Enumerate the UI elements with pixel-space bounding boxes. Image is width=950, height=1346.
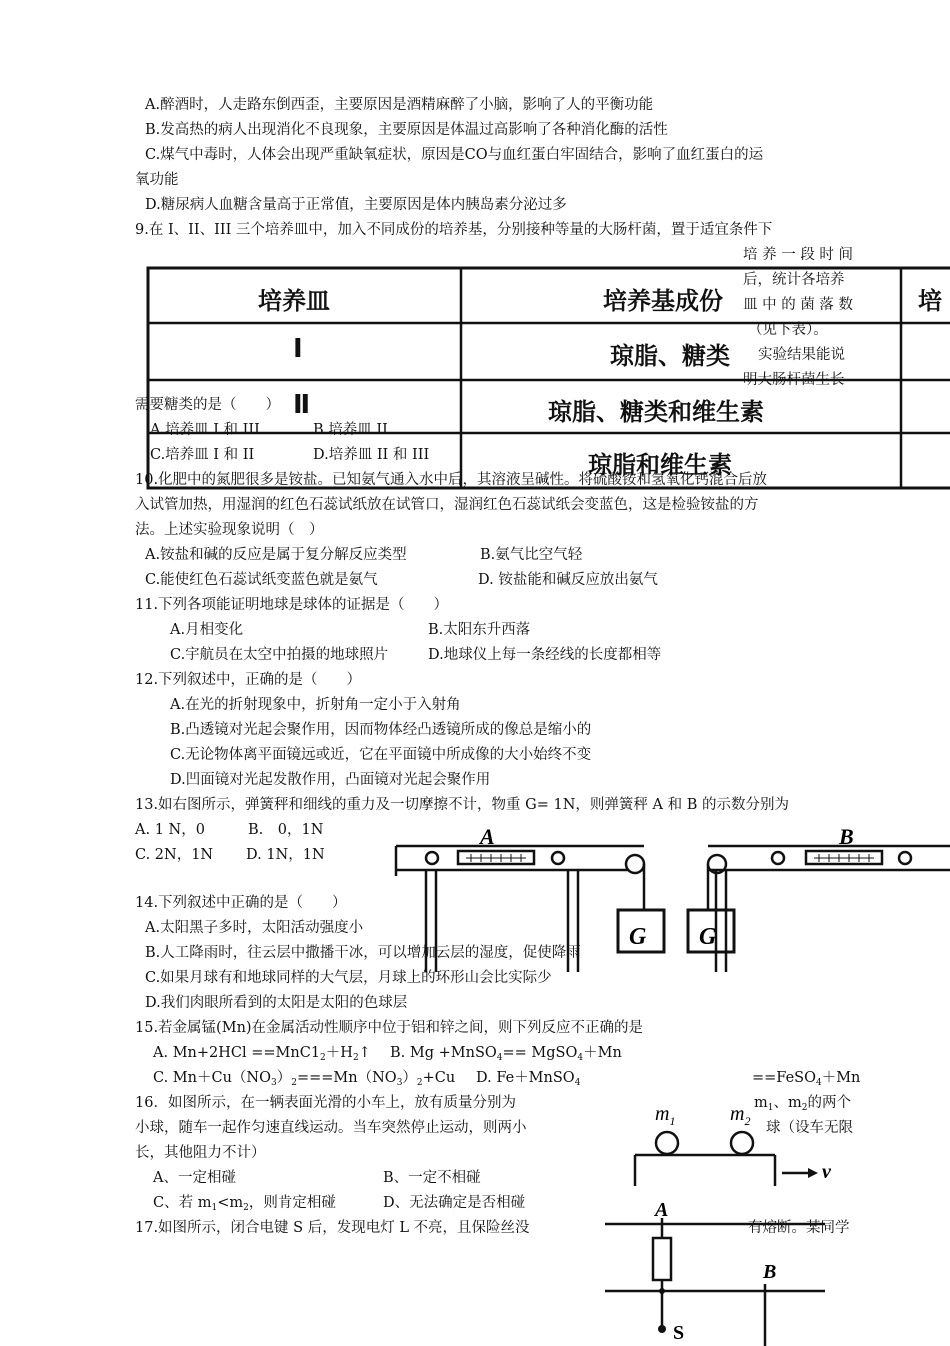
q16-option-b: B、一定不相碰: [383, 1170, 481, 1186]
q9-side-4: （见下表）。: [748, 322, 828, 338]
q12-stem: 12.下列叙述中，正确的是（ ）: [135, 672, 362, 688]
scale-a-label: A: [480, 824, 495, 849]
q10-option-b: B.氨气比空气轻: [480, 547, 583, 563]
m1-label: $m_1$: [655, 1103, 676, 1128]
q15-option-c: C. $Mn+Cu(NO_3)_2===Mn(NO_3)_2+Cu$: [153, 1070, 456, 1088]
q12-option-b: B.凸透镜对光起会聚作用，因而物体经凸透镜所成的像总是缩小的: [170, 722, 592, 738]
q9-stem-line1: 9.在 I、II、III 三个培养皿中，加入不同成份的培养基，分别接种等量的大肠杆菌，置于适宜条件下: [135, 222, 773, 238]
point-b-label: B: [763, 1261, 777, 1283]
table-row2-medium: 琼脂、糖类和维生素: [548, 398, 764, 426]
table-row1-medium: 琼脂、糖类: [610, 342, 730, 370]
q10-option-a: A.铵盐和碱的反应是属于复分解反应类型: [145, 547, 407, 563]
q16-stem-line1-left: 16．如图所示，在一辆表面光滑的小车上，放有质量分别为: [135, 1095, 516, 1111]
q8-option-c-line2: 氧功能: [135, 172, 179, 188]
q17-stem-right: 有熔断。某同学: [748, 1220, 850, 1236]
weight-g-right-label: G: [699, 924, 717, 950]
q15-option-d-left: D. Fe＋MnSO$_4$: [476, 1070, 581, 1088]
q12-option-d: D.凹面镜对光起发散作用，凸面镜对光起会聚作用: [170, 772, 491, 788]
table-header-cut: 培: [918, 287, 942, 315]
q9-option-c: C.培养皿 I 和 II: [150, 447, 255, 463]
q11-option-c: C.宇航员在太空中拍摄的地球照片: [170, 647, 389, 663]
q16-stem-line2-left: 小球，随车一起作匀速直线运动。当车突然停止运动，则两小: [135, 1120, 527, 1136]
q16-stem-line1-right: $m_1$、$m_2$的两个: [754, 1095, 851, 1113]
q17-stem-left: 17.如图所示，闭合电键 S 后，发现电灯 L 不亮，且保险丝没: [135, 1220, 530, 1236]
q11-option-b: B.太阳东升西落: [428, 622, 531, 638]
ball-m2: [731, 1132, 753, 1154]
q9-side-5: 实验结果能说: [758, 347, 845, 363]
q16-option-a: A、一定相碰: [153, 1170, 236, 1186]
q15-stem: 15.若金属锰(Mn)在金属活动性顺序中位于铝和锌之间，则下列反应不正确的是: [135, 1020, 644, 1036]
q14-stem: 14.下列叙述中正确的是（ ）: [135, 895, 347, 911]
q10-option-d: D. 铵盐能和碱反应放出氨气: [478, 572, 658, 588]
scale-b-label: B: [839, 824, 854, 849]
weight-g-left-label: G: [629, 924, 647, 950]
q11-option-a: A.月相变化: [170, 622, 244, 638]
q9-stem-line2: 需要糖类的是（ ）: [135, 397, 280, 413]
q16-option-d: D、无法确定是否相碰: [383, 1195, 526, 1211]
q9-side-2: 后，统计各培养: [743, 272, 845, 288]
ball-m1: [656, 1132, 678, 1154]
q14-option-b: B.人工降雨时，往云层中撒播干冰，可以增加云层的湿度，促使降雨: [145, 945, 581, 961]
velocity-label: v: [822, 1161, 831, 1183]
q16-option-c: C、若 $m_1<m_2$，则肯定相碰: [153, 1195, 336, 1213]
q13-option-b: B. 0，1N: [248, 822, 324, 838]
q13-option-d: D. 1N，1N: [246, 847, 325, 863]
q15-option-b: B. Mg +MnSO$_4$== MgSO$_4$＋Mn: [390, 1045, 622, 1063]
circuit-diagram: [605, 1196, 825, 1346]
q13-stem: 13.如右图所示，弹簧秤和细线的重力及一切摩擦不计，物重 G= 1N，则弹簧秤 A 和 B 的示数分别为: [135, 797, 789, 813]
q14-option-a: A.太阳黑子多时，太阳活动强度小: [145, 920, 364, 936]
q12-option-a: A.在光的折射现象中，折射角一定小于入射角: [170, 697, 461, 713]
switch-node: [658, 1325, 666, 1333]
q10-stem-line1: 10.化肥中的氮肥很多是铵盐。已知氨气通入水中后，其溶液呈碱性。将硫酸铵和氢氧化钙混合后放: [135, 472, 768, 488]
q8-option-a: A.醉酒时，人走路东倒西歪，主要原因是酒精麻醉了小脑，影响了人的平衡功能: [145, 97, 654, 113]
table-row1-dish: Ⅰ: [293, 334, 303, 364]
q9-option-a: A.培养皿 I 和 III: [150, 422, 260, 438]
q10-option-c: C.能使红色石蕊试纸变蓝色就是氨气: [145, 572, 378, 588]
table-header-medium: 培养基成份: [603, 287, 723, 315]
table-row3-medium: 琼脂和维生素: [588, 451, 732, 479]
q11-option-d: D.地球仪上每一条经线的长度都相等: [428, 647, 662, 663]
m2-label: $m_2$: [730, 1103, 751, 1128]
table-header-dish: 培养皿: [258, 287, 330, 315]
fuse: [653, 1238, 671, 1280]
q9-side-6: 明大肠杆菌生长: [743, 372, 845, 388]
q9-side-3: 皿 中 的 菌 落 数: [743, 297, 854, 313]
table-row2-dish: Ⅱ: [293, 390, 311, 420]
q8-option-d: D.糖尿病人血糖含量高于正常值，主要原因是体内胰岛素分泌过多: [145, 197, 567, 213]
point-a-label: A: [655, 1199, 669, 1221]
q15-option-d-right: ==FeSO$_4$＋Mn: [752, 1070, 861, 1088]
q12-option-c: C.无论物体离平面镜远或近，它在平面镜中所成像的大小始终不变: [170, 747, 592, 763]
q14-option-d: D.我们肉眼所看到的太阳是太阳的色球层: [145, 995, 408, 1011]
q14-option-c: C.如果月球有和地球同样的大气层，月球上的环形山会比实际少: [145, 970, 552, 986]
q9-side-1: 培 养 一 段 时 间: [743, 247, 854, 263]
q16-stem-line2-right: 球（设车无限: [766, 1120, 853, 1136]
q13-option-a: A. 1 N，0: [135, 822, 205, 838]
q15-option-a: A. $Mn+2HCl ==MnC1_2+H_2↑$: [153, 1045, 371, 1063]
q11-stem: 11.下列各项能证明地球是球体的证据是（ ）: [135, 597, 449, 613]
q9-option-b: B.培养皿 II: [313, 422, 388, 438]
q13-option-c: C. 2N，1N: [135, 847, 214, 863]
q8-option-c-line1: C.煤气中毒时，人体会出现严重缺氧症状，原因是CO与血红蛋白牢固结合，影响了血红蛋白的运: [145, 147, 764, 163]
q10-stem-line3: 法。上述实验现象说明（ ）: [135, 522, 324, 538]
q8-option-b: B.发高热的病人出现消化不良现象，主要原因是体温过高影响了各种消化酶的活性: [145, 122, 668, 138]
q10-stem-line2: 入试管加热，用湿润的红色石蕊试纸放在试管口，湿润红色石蕊试纸会变蓝色，这是检验铵盐的方: [135, 497, 759, 513]
switch-s-label: S: [673, 1322, 685, 1344]
q9-option-d: D.培养皿 II 和 III: [313, 447, 430, 463]
q16-stem-line3: 长，其他阻力不计）: [135, 1145, 266, 1161]
